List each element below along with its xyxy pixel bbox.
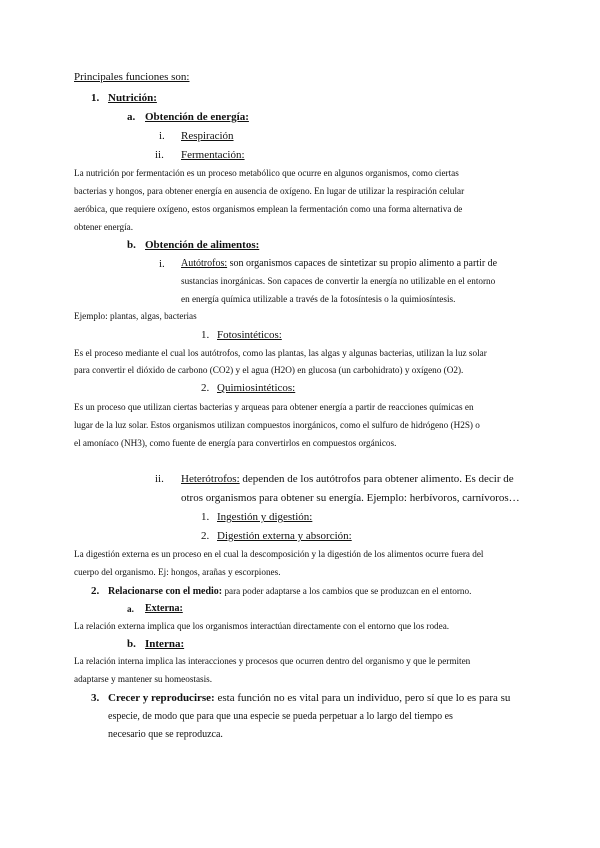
autotrofos-text: son organismos capaces de sintetizar su propio alimento a partir de xyxy=(229,258,498,269)
quimiosinteticos-title: Quimiosintéticos: xyxy=(217,382,296,394)
sec2-a-number: a. xyxy=(127,604,134,614)
section-3-title: Crecer y reproducirse: xyxy=(108,692,215,704)
section-3-text-line: necesario que se reproduzca. xyxy=(108,729,223,740)
sub-a-number: a. xyxy=(127,111,136,123)
quimiosinteticos-paragraph-line: el amoníaco (NH3), como fuente de energía para convertirlos en compuestos orgánicos. xyxy=(74,438,397,448)
section-3-text: esta función no es vital para un individuo, pero sí que lo es para su xyxy=(217,692,511,704)
sec2-b-number: b. xyxy=(127,638,136,650)
sub-b-number: b. xyxy=(127,239,136,251)
item-fermentacion: Fermentación: xyxy=(181,149,245,161)
fermentation-paragraph-line: obtener energía. xyxy=(74,222,134,232)
heterotrofos-line xyxy=(181,474,514,485)
page-heading: Principales funciones son: xyxy=(74,71,190,83)
quimiosinteticos-paragraph-line: lugar de la luz solar. Estos organismos utilizan compuestos inorgánicos, como el sulfuro de hidrógeno (H2S) o xyxy=(74,420,480,430)
fotosinteticos-title: Fotosintéticos: xyxy=(217,329,282,341)
digestion-externa-paragraph-line: La digestión externa es un proceso en el cual la descomposición y la digestión de los alimentos ocurre fuera del xyxy=(74,549,484,559)
digestion-externa-number: 2. xyxy=(201,530,210,542)
externa-title: Externa: xyxy=(145,603,183,614)
section-1-title: Nutrición: xyxy=(108,92,157,104)
sub-b-title: Obtención de alimentos: xyxy=(145,239,260,251)
example-text: Ejemplo: plantas, algas, bacterias xyxy=(74,311,197,321)
heterotrofos-number: ii. xyxy=(155,473,164,485)
item-ii-number: ii. xyxy=(155,149,164,161)
interna-paragraph-line: adaptarse y mantener su homeostasis. xyxy=(74,674,213,684)
section-3-number: 3. xyxy=(91,692,100,704)
digestion-externa-paragraph-line: cuerpo del organismo. Ej: hongos, arañas y escorpiones. xyxy=(74,567,281,577)
section-2-line xyxy=(108,587,471,597)
quimiosinteticos-number: 2. xyxy=(201,382,210,394)
section-1-number: 1. xyxy=(91,92,100,104)
autotrofos-text-line: en energía química utilizable a través de la fotosíntesis o la quimiosíntesis. xyxy=(181,294,456,304)
autotrofos-title: Autótrofos: xyxy=(181,258,228,269)
item-respiracion: Respiración xyxy=(181,130,234,142)
autotrofos-number: i. xyxy=(159,258,165,270)
digestion-externa-title: Digestión externa y absorción: xyxy=(217,530,352,542)
section-2-text: para poder adaptarse a los cambios que se produzcan en el entorno. xyxy=(224,586,472,596)
section-3-line xyxy=(108,693,510,704)
interna-title: Interna: xyxy=(145,638,185,650)
heterotrofos-text-line: otros organismos para obtener su energía. Ejemplo: herbívoros, carnívoros… xyxy=(181,492,520,504)
ingestion-title: Ingestión y digestión: xyxy=(217,511,313,523)
fotosinteticos-paragraph-line: para convertir el dióxido de carbono (CO2) y el agua (H2O) en glucosa (un carbohidrato) y oxígeno (O2). xyxy=(74,365,464,375)
interna-paragraph-line: La relación interna implica las interacciones y procesos que ocurren dentro del organismo y que le permiten xyxy=(74,656,471,666)
item-i-number: i. xyxy=(159,130,165,142)
heterotrofos-text: dependen de los autótrofos para obtener alimento. Es decir de xyxy=(242,473,514,485)
fermentation-paragraph-line: La nutrición por fermentación es un proceso metabólico que ocurre en algunos organismos, como ciertas xyxy=(74,168,459,178)
fermentation-paragraph-line: bacterias y hongos, para obtener energía en ausencia de oxígeno. En lugar de utilizar la respiración celular xyxy=(74,186,465,196)
sub-a-title: Obtención de energía: xyxy=(145,111,249,123)
fotosinteticos-paragraph-line: Es el proceso mediante el cual los autótrofos, como las plantas, las algas y algunas bacterias, utilizan la luz solar xyxy=(74,348,487,358)
section-2-number: 2. xyxy=(91,585,100,597)
ingestion-number: 1. xyxy=(201,511,210,523)
externa-paragraph: La relación externa implica que los organismos interactúan directamente con el entorno que los rodea. xyxy=(74,621,450,631)
section-2-title: Relacionarse con el medio: xyxy=(108,586,223,597)
section-3-text-line: especie, de modo que para que una especie se pueda perpetuar a lo largo del tiempo es xyxy=(108,711,453,722)
fotosinteticos-number: 1. xyxy=(201,329,210,341)
autotrofos-text-line: sustancias inorgánicas. Son capaces de convertir la energía no utilizable en el entorno xyxy=(181,276,496,286)
quimiosinteticos-paragraph-line: Es un proceso que utilizan ciertas bacterias y arqueas para obtener energía a partir de reacciones químicas en xyxy=(74,402,474,412)
fermentation-paragraph-line: aeróbica, que requiere oxígeno, estos organismos emplean la fermentación como una forma alternativa de xyxy=(74,204,463,214)
autotrofos-line xyxy=(181,259,497,269)
heterotrofos-title: Heterótrofos: xyxy=(181,473,240,485)
